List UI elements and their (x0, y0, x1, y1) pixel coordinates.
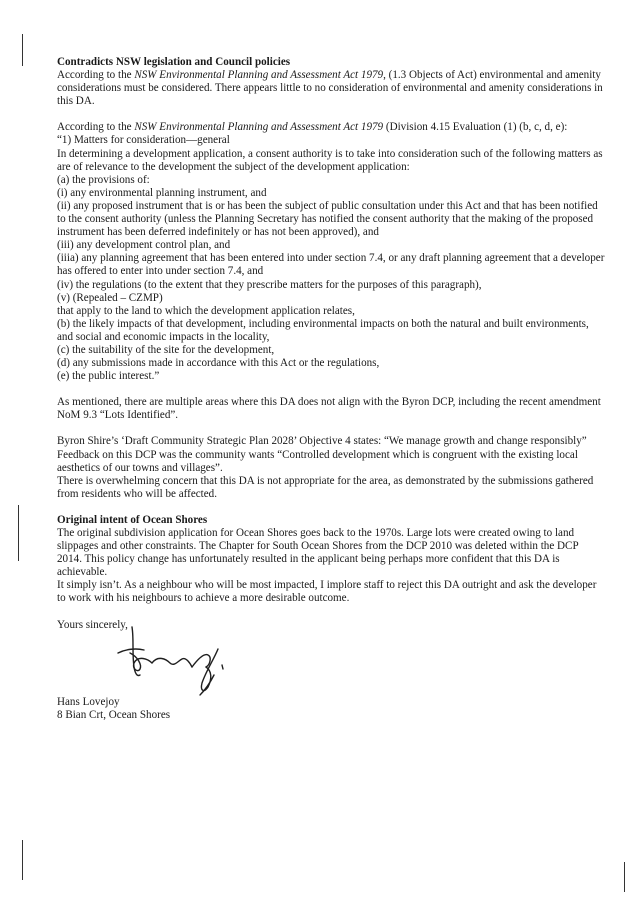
signature-block (57, 619, 605, 729)
paragraph-evaluation (57, 121, 605, 134)
text-run: According to the (57, 121, 135, 134)
act-title: NSW Environmental Planning and Assessment Act 1979 (134, 121, 384, 134)
paragraph-subdivision-history: The original subdivision application for Ocean Shores goes back to the 1970s. Large lots were created owing to land slippages and other constraints. The Chapter for South Ocean Shores from the DCP 2010 was deleted within the DCP 2014. This policy change has unfortunately resulted in the applicant being perhaps more confident that this DA is achievable. (57, 527, 579, 579)
scan-mark-top (22, 34, 23, 66)
quote-line: In determining a development application, a consent authority is to take into consideration such of the following matters as are of relevance to the development the subject of the development application: (57, 147, 603, 173)
quote-line: (iv) the regulations (to the extent that they prescribe matters for the purposes of this paragraph), (57, 278, 482, 291)
quote-line: (d) any submissions made in accordance with this Act or the regulations, (57, 357, 380, 370)
signer-address: 8 Bian Crt, Ocean Shores (57, 708, 171, 721)
quote-line: (v) (Repealed – CZMP) (57, 291, 163, 304)
paragraph-community-feedback: Feedback on this DCP was the community wants “Controlled development which is congruent with the existing local aesthetics of our towns and villages”. (57, 448, 578, 474)
quote-line: (c) the suitability of the site for the development, (57, 343, 275, 356)
quote-line: (iiia) any planning agreement that has been entered into under section 7.4, or any draft planning agreement that a developer has offered to enter into under section 7.4, and (57, 252, 605, 278)
quote-line: (i) any environmental planning instrument, and (57, 186, 267, 199)
act-title: NSW Environmental Planning and Assessment Act 1979 (134, 69, 384, 82)
text-run: (Division 4.15 Evaluation (1) (b, c, d, e): (383, 121, 568, 134)
quote-line: (e) the public interest.” (57, 370, 160, 383)
quote-line: (a) the provisions of: (57, 173, 150, 186)
signer-name: Hans Lovejoy (57, 695, 120, 708)
scan-mark-left (18, 505, 19, 561)
scan-mark-right (624, 862, 625, 892)
paragraph-strategic-plan: Byron Shire’s ‘Draft Community Strategic Plan 2028’ Objective 4 states: “We manage growth and change responsibly” (57, 435, 587, 448)
quote-line: (ii) any proposed instrument that is or has been the subject of public consultation under this Act and that has been notified to the consent authority (unless the Planning Secretary has notified the consent authority that the making of the proposed instrument has been deferred indefinitely or has not been approved), and (57, 199, 598, 239)
section-heading-legislation: Contradicts NSW legislation and Council policies (57, 56, 291, 68)
salutation: Yours sincerely, (57, 618, 128, 631)
text-run: According to the (57, 69, 135, 82)
paragraph-dcp-alignment: As mentioned, there are multiple areas where this DA does not align with the Byron DCP, including the recent amendment NoM 9.3 “Lots Identified”. (57, 396, 601, 422)
paragraph-objects-of-act (57, 69, 605, 108)
letter-page (57, 56, 605, 729)
quote-line: that apply to the land to which the development application relates, (57, 304, 355, 317)
signer-details (57, 696, 170, 722)
paragraph-concern: There is overwhelming concern that this DA is not appropriate for the area, as demonstrated by the submissions gathered from residents who will be affected. (57, 474, 594, 500)
paragraph-request: It simply isn’t. As a neighbour who will be most impacted, I implore staff to reject this DA outright and ask the developer to work with his neighbours to achieve a more desirable outcome. (57, 579, 597, 605)
text-run: , (1.3 Objects of Act) environmental and amenity considerations must be considered. There appears little to no consideration of environmental and amenity considerations in this DA. (57, 69, 603, 108)
section-heading-original-intent: Original intent of Ocean Shores (57, 513, 208, 526)
quote-line: “1) Matters for consideration—general (57, 134, 230, 147)
quote-line: (b) the likely impacts of that development, including environmental impacts on both the natural and built environments, and social and economic impacts in the locality, (57, 317, 589, 343)
quote-line: (iii) any development control plan, and (57, 239, 231, 252)
scan-mark-bottom (22, 840, 23, 880)
handwritten-signature (82, 619, 252, 699)
